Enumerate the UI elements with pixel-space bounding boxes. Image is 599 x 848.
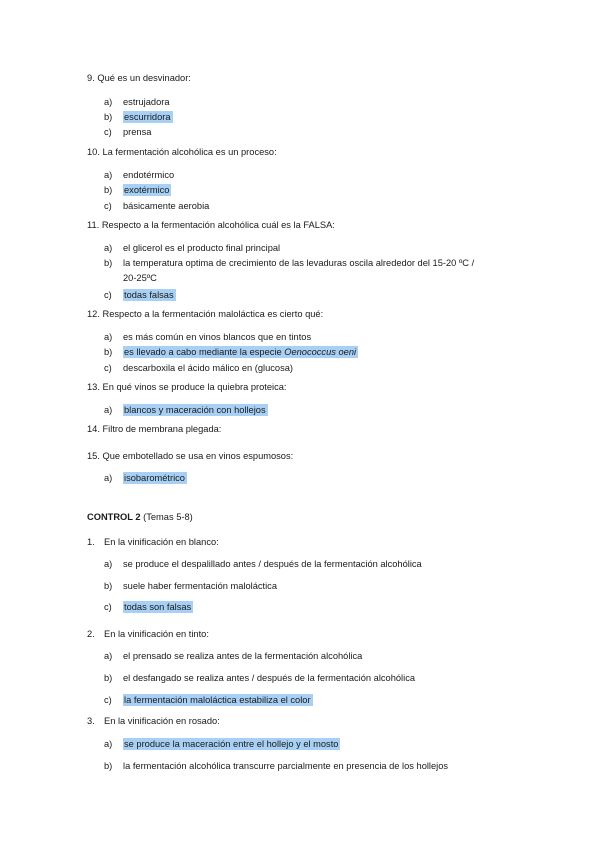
question-11: 11. Respecto a la fermentación alcohólica cuál es la FALSA: [87,220,335,230]
option-text-highlighted [123,184,171,196]
option-letter: a) [104,97,113,107]
option-letter: a) [104,332,113,342]
highlight-text: es llevado a cabo mediante la especie [124,347,285,357]
option-letter: a) [104,170,113,180]
option-text-continued: 20-25ºC [123,273,157,283]
option-text: se produce el despalillado antes / después de la fermentación alcohólica [123,559,422,569]
option-text: estrujadora [123,97,170,107]
option-text: básicamente aerobia [123,201,210,211]
highlight: exotérmico [124,185,170,195]
option-text-highlighted [123,111,173,123]
highlight: todas son falsas [124,602,192,612]
option-letter: a) [104,243,113,253]
control-question-number: 1. [87,537,95,547]
option-text-highlighted [123,694,313,706]
option-letter: c) [104,363,112,373]
option-letter: b) [104,761,113,771]
option-letter: a) [104,405,113,415]
section-heading [87,511,193,523]
option-letter: b) [104,185,113,195]
option-letter: b) [104,258,113,268]
question-14: 14. Filtro de membrana plegada: [87,424,222,434]
option-letter: a) [104,651,113,661]
option-letter: c) [104,695,112,705]
question-9: 9. Qué es un desvinador: [87,73,191,83]
control-question-1: En la vinificación en blanco: [104,537,219,547]
question-15: 15. Que embotellado se usa en vinos espumosos: [87,451,294,461]
species-name: Oenococcus oeni [284,347,357,357]
section-subtitle: (Temas 5-8) [140,512,193,522]
option-letter: b) [104,347,113,357]
option-letter: b) [104,673,113,683]
option-text-highlighted [123,738,340,750]
question-13: 13. En qué vinos se produce la quiebra proteica: [87,382,287,392]
option-text: prensa [123,127,152,137]
control-question-number: 2. [87,629,95,639]
highlight: todas falsas [124,290,174,300]
option-text: la fermentación alcohólica transcurre parcialmente en presencia de los hollejos [123,761,449,771]
option-text: el prensado se realiza antes de la fermentación alcohólica [123,651,363,661]
option-letter: a) [104,739,113,749]
highlight [123,346,358,358]
option-letter: c) [104,602,112,612]
option-letter: c) [104,201,112,211]
option-text-highlighted [123,289,176,301]
option-letter: c) [104,127,112,137]
option-text: el desfangado se realiza antes / después de la fermentación alcohólica [123,673,416,683]
option-text-highlighted [123,601,193,613]
option-text-highlighted [123,472,187,484]
highlight: isobarométrico [124,473,185,483]
option-text: el glicerol es el producto final principal [123,243,281,253]
option-letter: c) [104,290,112,300]
option-letter: a) [104,473,113,483]
question-10: 10. La fermentación alcohólica es un proceso: [87,147,277,157]
option-letter: b) [104,581,113,591]
control-question-number: 3. [87,716,95,726]
control-question-3: En la vinificación en rosado: [104,716,220,726]
control-question-2: En la vinificación en tinto: [104,629,209,639]
question-12: 12. Respecto a la fermentación maloláctica es cierto qué: [87,309,324,319]
option-text: la temperatura optima de crecimiento de las levaduras oscila alrededor del 15-20 ºC / [123,258,475,268]
option-text-highlighted [123,346,358,358]
option-text: es más común en vinos blancos que en tintos [123,332,312,342]
option-text: descarboxila el ácido málico en (glucosa) [123,363,294,373]
option-text-highlighted [123,404,268,416]
section-title: CONTROL 2 [87,512,141,522]
option-letter: a) [104,559,113,569]
highlight: la fermentación maloláctica estabiliza el color [124,695,311,705]
option-text: suele haber fermentación maloláctica [123,581,277,591]
highlight: escurridora [124,112,171,122]
highlight: se produce la maceración entre el hollejo y el mosto [124,739,339,749]
option-text: endotérmico [123,170,175,180]
highlight: blancos y maceración con hollejos [124,405,266,415]
option-letter: b) [104,112,113,122]
